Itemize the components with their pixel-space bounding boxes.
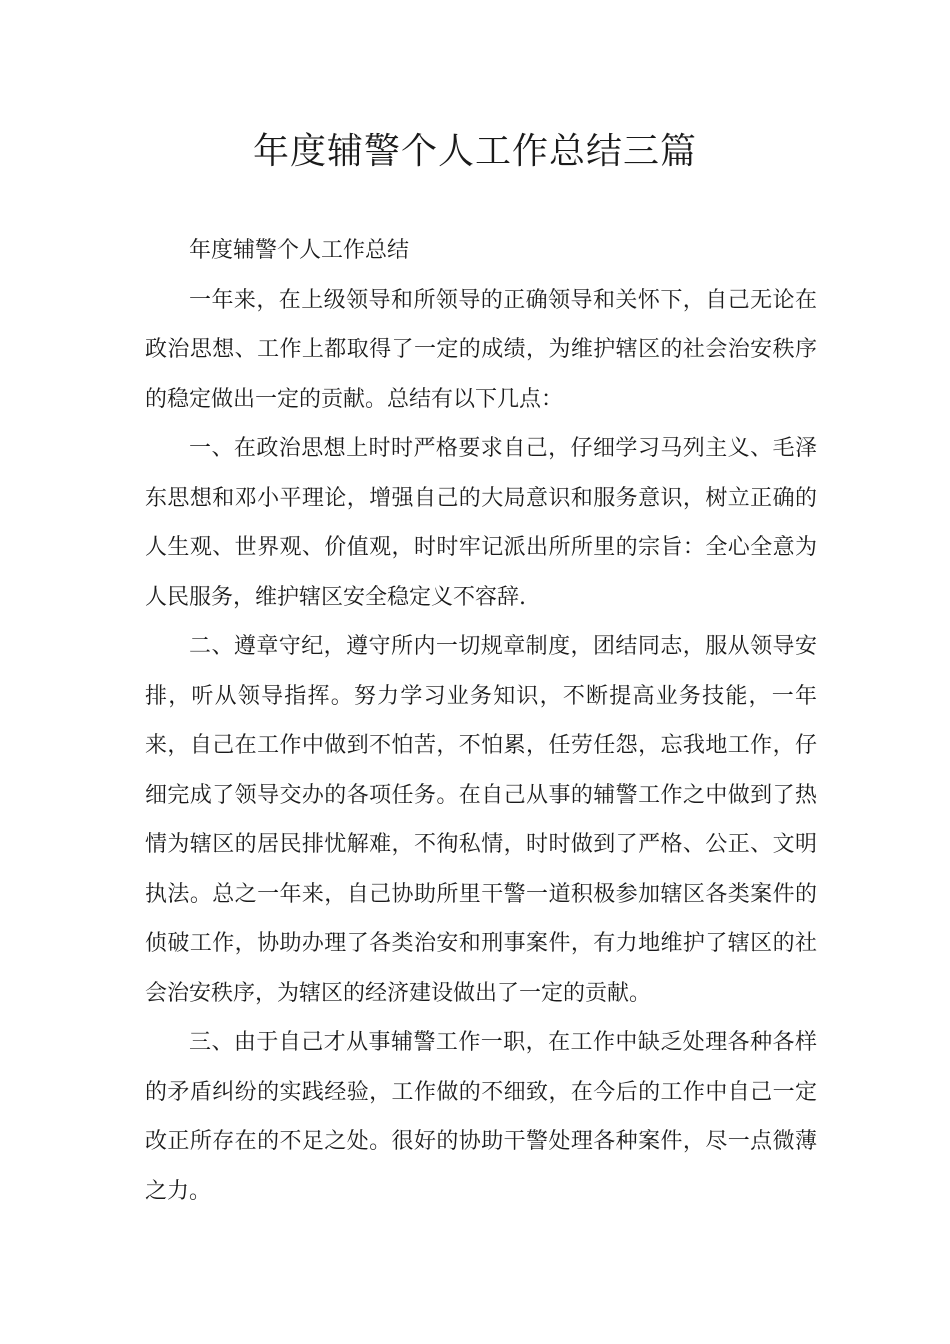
paragraph-point-3: 三、由于自己才从事辅警工作一职，在工作中缺乏处理各种各样的矛盾纠纷的实践经验，工作做的不细致，在今后的工作中自己一定改正所存在的不足之处。很好的协助干警处理各种案件，尽一点微薄之力。 [145, 1030, 817, 1204]
paragraph-point-2: 二、遵章守纪，遵守所内一切规章制度，团结同志，服从领导安排，听从领导指挥。努力学习业务知识，不断提高业务技能，一年来，自己在工作中做到不怕苦，不怕累，任劳任怨，忘我地工作，仔细完成了领导交办的各项任务。在自己从事的辅警工作之中做到了热情为辖区的居民排忧解难，不徇私情，时时做到了严格、公正、文明执法。总之一年来，自己协助所里干警一道积极参加辖区各类案件的侦破工作，协助办理了各类治安和刑事案件，有力地维护了辖区的社会治安秩序，为辖区的经济建设做出了一定的贡献。 [145, 634, 817, 1006]
paragraph-point-1: 一、在政治思想上时时严格要求自己，仔细学习马列主义、毛泽东思想和邓小平理论，增强自己的大局意识和服务意识，树立正确的人生观、世界观、价值观，时时牢记派出所所里的宗旨：全心全意为人民服务，维护辖区安全稳定义不容辞. [145, 436, 817, 610]
section-heading: 年度辅警个人工作总结 [189, 238, 410, 263]
document-title: 年度辅警个人工作总结三篇 [252, 131, 697, 172]
document-body [145, 226, 817, 1216]
paragraph-intro: 一年来，在上级领导和所领导的正确领导和关怀下，自己无论在政治思想、工作上都取得了一定的成绩，为维护辖区的社会治安秩序的稳定做出一定的贡献。总结有以下几点： [145, 287, 817, 412]
